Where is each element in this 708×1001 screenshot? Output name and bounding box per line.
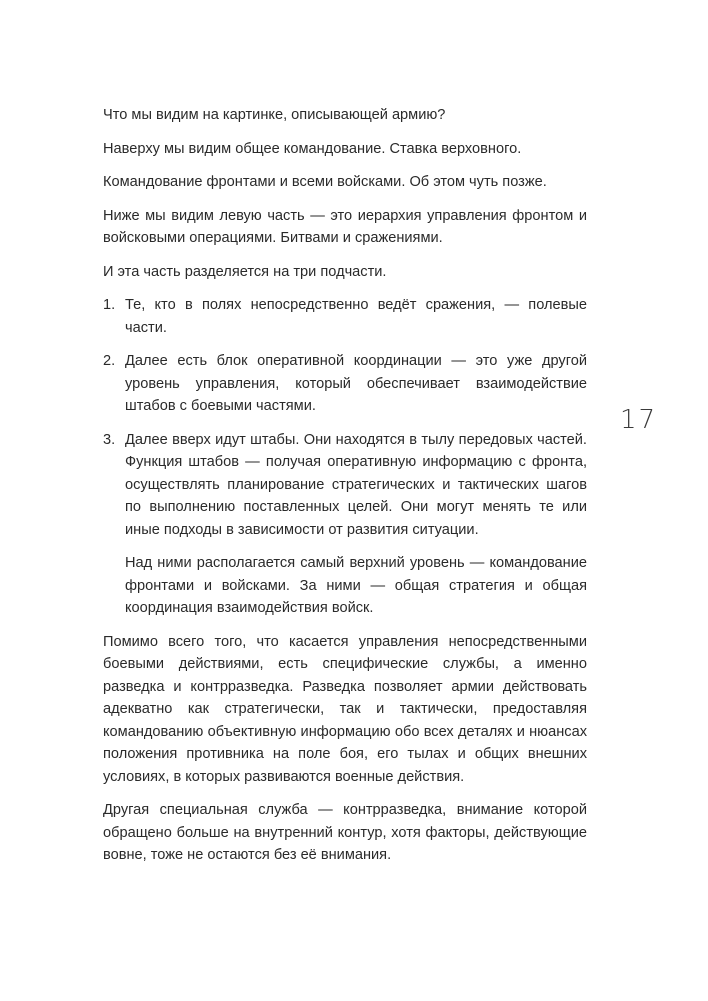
list-number: 2.: [103, 353, 116, 369]
page-number: 17: [620, 405, 658, 435]
list-number: 3.: [103, 431, 116, 448]
paragraph: Командование фронтами и всеми войсками. Об этом чуть позже.: [103, 174, 547, 190]
paragraph: Ниже мы видим левую часть — это иерархия управления фронтом и войсковыми операциями. Битвами и сражениями.: [103, 207, 587, 246]
list-item-body: [125, 350, 587, 418]
paragraph: И эта часть разделяется на три подчасти.: [103, 263, 387, 280]
list-item-text: Те, кто в полях непосредственно ведёт сражения, — полевые части.: [125, 297, 587, 336]
paragraph: Помимо всего того, что касается управления непосредственными боевыми действиями, есть специфические службы, а именно разведка и контрразведка. Разведка позволяет армии действовать адекватно как стратегически, так и тактически, предоставляя командованию объективную информацию обо всех деталях и нюансах положения противника на поле боя, его тылах и общих внешних условиях, в которых развиваются военные действия.: [103, 633, 587, 785]
list-number: 1.: [103, 297, 116, 313]
text-column: [103, 104, 587, 878]
list-item-extra-text: Над ними располагается самый верхний уровень — командование фронтами и войсками. За ними — общая стратегия и общая координация взаимодействия войск.: [125, 555, 587, 616]
list-item: [103, 350, 587, 418]
list-item-text: Далее вверх идут штабы. Они находятся в тылу передовых частей. Функция штабов — получая оперативную информацию с фронта, осуществлять планирование стратегических и тактических шагов по выполнению поставленных целей. Они могут менять те или иные подходы в зависимости от развития ситуации.: [125, 431, 587, 538]
list-item-body: [125, 294, 587, 339]
list-item: [103, 294, 587, 339]
list-item-body: [125, 429, 587, 620]
paragraph: Другая специальная служба — контрразведка, внимание которой обращено больше на внутренний контур, хотя факторы, действующие вовне, тоже не остаются без её внимания.: [103, 802, 587, 863]
numbered-list: [103, 294, 587, 620]
list-item-text: Далее есть блок оперативной координации — это уже другой уровень управления, который обеспечивает взаимодействие штабов с боевыми частями.: [125, 353, 587, 414]
paragraph: Что мы видим на картинке, описывающей армию?: [103, 107, 446, 123]
paragraph: Наверху мы видим общее командование. Ставка верховного.: [103, 140, 522, 157]
list-item: [103, 429, 587, 620]
